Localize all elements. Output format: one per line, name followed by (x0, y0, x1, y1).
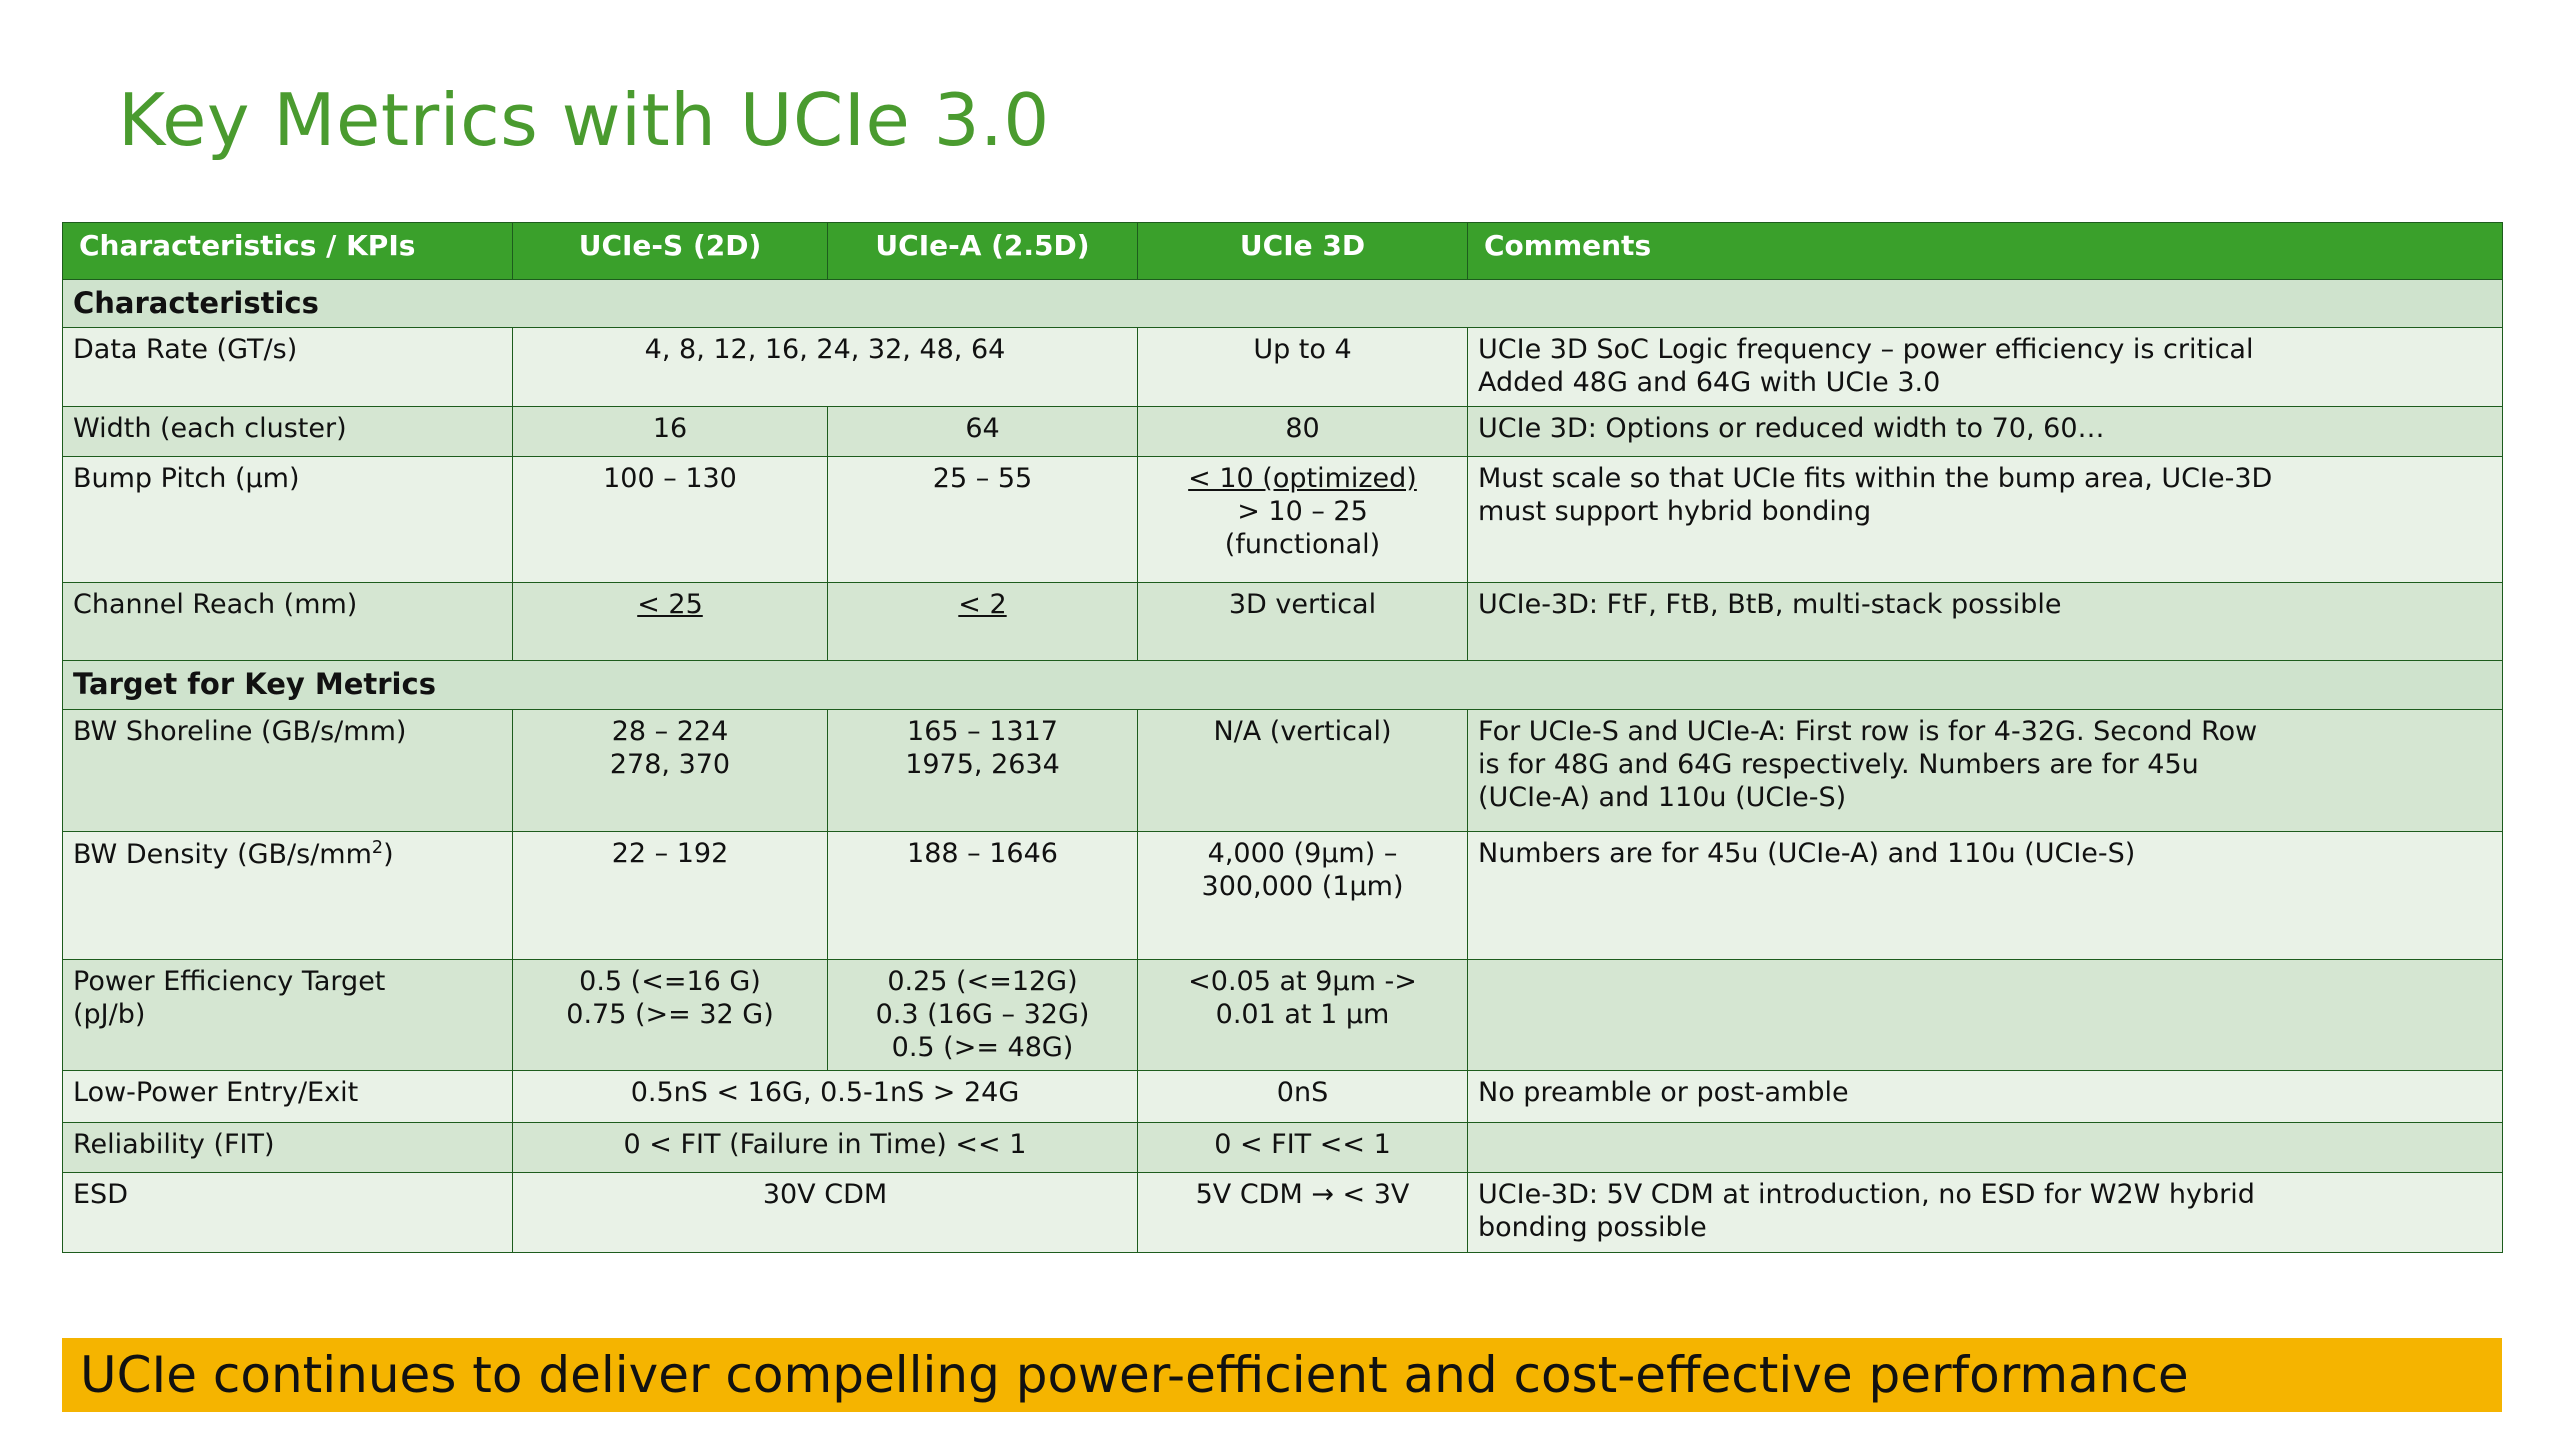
comment-line-1: UCIe-3D: 5V CDM at introduction, no ESD for W2W hybrid (1478, 1179, 2255, 1211)
row-label-bump-pitch: Bump Pitch (µm) (63, 457, 513, 583)
value-line-2: 0.01 at 1 µm (1215, 998, 1390, 1030)
cell-width-comments: UCIe 3D: Options or reduced width to 70, 60… (1468, 407, 2503, 457)
section-row-characteristics (63, 280, 2503, 328)
section-row-target-key-metrics (63, 661, 2503, 709)
cell-bw-shoreline-3d: N/A (vertical) (1138, 709, 1468, 831)
table-row (63, 1123, 2503, 1173)
row-label-esd: ESD (63, 1173, 513, 1253)
cell-data-rate-s-a: 4, 8, 12, 16, 24, 32, 48, 64 (513, 328, 1138, 407)
value-line-2: 300,000 (1µm) (1201, 870, 1404, 902)
value-line-1: 165 – 1317 (907, 715, 1058, 747)
cell-bw-density-s: 22 – 192 (513, 831, 828, 959)
cell-channel-reach-s: < 25 (513, 583, 828, 661)
cell-width-a: 64 (828, 407, 1138, 457)
cell-power-efficiency-s (513, 959, 828, 1071)
row-label-power-efficiency (63, 959, 513, 1071)
cell-bump-pitch-s: 100 – 130 (513, 457, 828, 583)
table-row (63, 1071, 2503, 1123)
cell-bw-shoreline-comments (1468, 709, 2503, 831)
row-label-text: BW Density (GB/s/mm (73, 838, 372, 870)
cell-width-3d: 80 (1138, 407, 1468, 457)
table-row (63, 407, 2503, 457)
cell-bump-pitch-3d (1138, 457, 1468, 583)
cell-data-rate-comments (1468, 328, 2503, 407)
row-label-bw-density (63, 831, 513, 959)
value-line-2: 0.3 (16G – 32G) (875, 998, 1090, 1030)
cell-esd-s-a: 30V CDM (513, 1173, 1138, 1253)
value-line-1: 0.5 (<=16 G) (579, 965, 761, 997)
column-header-ucie-a: UCIe-A (2.5D) (828, 223, 1138, 280)
column-header-ucie-s: UCIe-S (2D) (513, 223, 828, 280)
row-label-line-2: (pJ/b) (73, 998, 146, 1030)
cell-low-power-s-a: 0.5nS < 16G, 0.5-1nS > 24G (513, 1071, 1138, 1123)
row-label-bw-shoreline: BW Shoreline (GB/s/mm) (63, 709, 513, 831)
cell-channel-reach-3d: 3D vertical (1138, 583, 1468, 661)
comment-line-2: is for 48G and 64G respectively. Numbers are for 45u (1478, 748, 2199, 780)
cell-reliability-comments (1468, 1123, 2503, 1173)
comment-line-1: UCIe 3D SoC Logic frequency – power efficiency is critical (1478, 334, 2254, 366)
row-label-line-1: Power Efficiency Target (73, 965, 386, 997)
row-label-channel-reach: Channel Reach (mm) (63, 583, 513, 661)
row-label-reliability: Reliability (FIT) (63, 1123, 513, 1173)
column-header-ucie-3d: UCIe 3D (1138, 223, 1468, 280)
column-header-comments: Comments (1468, 223, 2503, 280)
value-line-1: 4,000 (9µm) – (1207, 837, 1398, 869)
cell-bw-density-a: 188 – 1646 (828, 831, 1138, 959)
value-line-3: (functional) (1224, 529, 1381, 561)
footer-banner-text: UCIe continues to deliver compelling power-efficient and cost-effective performance (80, 1346, 2189, 1404)
table-row (63, 709, 2503, 831)
value-line-2: 1975, 2634 (905, 748, 1060, 780)
comment-line-2: bonding possible (1478, 1212, 1707, 1244)
column-header-characteristics: Characteristics / KPIs (63, 223, 513, 280)
cell-low-power-comments: No preamble or post-amble (1468, 1071, 2503, 1123)
cell-channel-reach-comments: UCIe-3D: FtF, FtB, BtB, multi-stack possible (1468, 583, 2503, 661)
table-row (63, 583, 2503, 661)
section-label: Characteristics (63, 280, 2503, 328)
footer-banner (62, 1338, 2502, 1412)
cell-width-s: 16 (513, 407, 828, 457)
value-line-1: <0.05 at 9µm -> (1188, 965, 1417, 997)
table-header (63, 223, 2503, 280)
value-line-1: 0.25 (<=12G) (887, 965, 1078, 997)
cell-esd-3d: 5V CDM → < 3V (1138, 1173, 1468, 1253)
page-title: Key Metrics with UCIe 3.0 (118, 78, 1050, 162)
cell-bump-pitch-a: 25 – 55 (828, 457, 1138, 583)
cell-channel-reach-a: < 2 (828, 583, 1138, 661)
table-row (63, 959, 2503, 1071)
table-row (63, 1173, 2503, 1253)
value-line-1: < 10 (optimized) (1188, 463, 1417, 495)
row-label-width: Width (each cluster) (63, 407, 513, 457)
table-row (63, 328, 2503, 407)
cell-data-rate-3d: Up to 4 (1138, 328, 1468, 407)
table-row (63, 831, 2503, 959)
value-line-1: 28 – 224 (611, 715, 729, 747)
value-line-2: 0.75 (>= 32 G) (566, 998, 774, 1030)
row-label-suffix: ) (383, 838, 394, 870)
kpi-table-container (62, 222, 2502, 1253)
cell-bw-density-3d (1138, 831, 1468, 959)
value-line-2: > 10 – 25 (1237, 496, 1368, 528)
cell-reliability-3d: 0 < FIT << 1 (1138, 1123, 1468, 1173)
comment-line-1: For UCIe-S and UCIe-A: First row is for 4-32G. Second Row (1478, 715, 2258, 747)
row-label-superscript: 2 (371, 837, 384, 858)
comment-line-3: (UCIe-A) and 110u (UCIe-S) (1478, 781, 1847, 813)
comment-line-2: must support hybrid bonding (1478, 496, 1872, 528)
comment-line-1: Must scale so that UCIe fits within the bump area, UCIe-3D (1478, 463, 2273, 495)
cell-bw-density-comments: Numbers are for 45u (UCIe-A) and 110u (UCIe-S) (1468, 831, 2503, 959)
cell-bw-shoreline-a (828, 709, 1138, 831)
value-line-3: 0.5 (>= 48G) (891, 1031, 1074, 1063)
kpi-table (62, 222, 2503, 1253)
section-label: Target for Key Metrics (63, 661, 2503, 709)
row-label-data-rate: Data Rate (GT/s) (63, 328, 513, 407)
cell-bw-shoreline-s (513, 709, 828, 831)
cell-power-efficiency-3d (1138, 959, 1468, 1071)
row-label-low-power-entry-exit: Low-Power Entry/Exit (63, 1071, 513, 1123)
table-row (63, 457, 2503, 583)
table-header-row (63, 223, 2503, 280)
cell-power-efficiency-comments (1468, 959, 2503, 1071)
value-line-2: 278, 370 (609, 748, 731, 780)
cell-reliability-s-a: 0 < FIT (Failure in Time) << 1 (513, 1123, 1138, 1173)
comment-line-2: Added 48G and 64G with UCIe 3.0 (1478, 367, 1941, 399)
cell-low-power-3d: 0nS (1138, 1071, 1468, 1123)
cell-bump-pitch-comments (1468, 457, 2503, 583)
cell-power-efficiency-a (828, 959, 1138, 1071)
cell-esd-comments (1468, 1173, 2503, 1253)
table-body (63, 280, 2503, 1253)
